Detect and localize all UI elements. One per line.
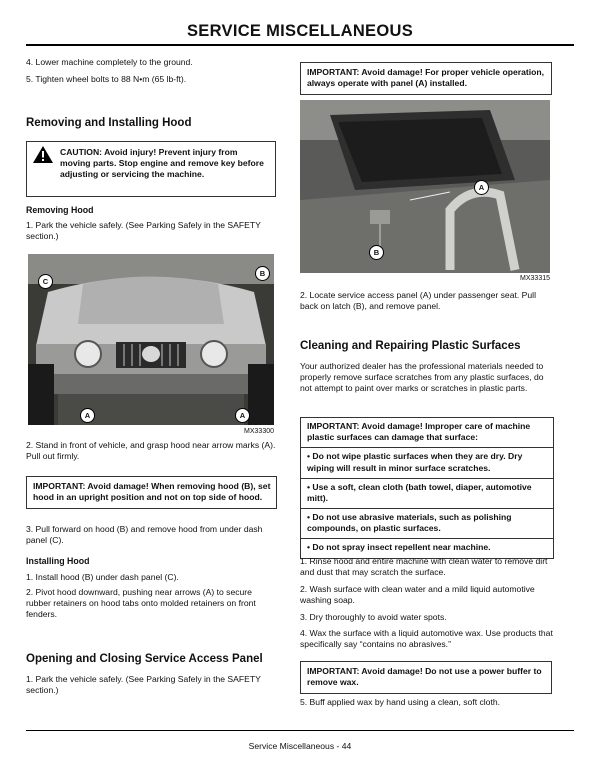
important-panel-box (300, 62, 552, 95)
important-buffer-box (300, 661, 552, 694)
callout-a-left: A (80, 408, 95, 423)
plastic-rule-soft-cloth: • Use a soft, clean cloth (bath towel, diaper, automotive mitt). (300, 478, 554, 508)
removing-step-3: 3. Pull forward on hood (B) and remove hood from under dash panel (C). (26, 524, 263, 546)
installing-hood-subheading: Installing Hood (26, 556, 90, 566)
callout-b: B (255, 266, 270, 281)
plastic-section-heading: Cleaning and Repairing Plastic Surfaces (300, 340, 521, 352)
page-title: SERVICE MISCELLANEOUS (186, 22, 414, 40)
caution-box (26, 141, 276, 197)
panel-step-2: 2. Locate service access panel (A) under passenger seat. Pull back on latch (B), and remove panel. (300, 290, 536, 312)
page-footer: Service Miscellaneous - 44 (248, 741, 352, 751)
important-buffer-text: IMPORTANT: Avoid damage! Do not use a power buffer to remove wax. (307, 666, 542, 688)
caution-text: CAUTION: Avoid injury! Prevent injury from moving parts. Stop engine and remove key before adjusting or servicing the machine. (60, 147, 264, 180)
clean-step-4: 4. Wax the surface with a liquid automotive wax. Use products that specifically say “contains no abrasives.” (300, 628, 553, 650)
hood-section-heading: Removing and Installing Hood (26, 117, 192, 129)
footer-rule (26, 730, 574, 731)
important-panel-text: IMPORTANT: Avoid damage! For proper vehicle operation, always operate with panel (A) installed. (307, 67, 544, 89)
plastic-rule-abrasives: • Do not use abrasive materials, such as polishing compounds, on plastic surfaces. (300, 508, 554, 538)
important-plastic-box (300, 417, 554, 559)
clean-step-1: 1. Rinse hood and entire machine with clean water to remove dirt and dust that may scratch the surface. (300, 556, 548, 578)
left-column (26, 57, 288, 85)
callout-c: C (38, 274, 53, 289)
warning-triangle-icon (33, 146, 53, 163)
page-header (26, 20, 574, 46)
step-tighten-bolts: 5. Tighten wheel bolts to 88 N•m (65 lb-ft). (26, 74, 187, 85)
figure-id-panel: MX33315 (520, 275, 550, 282)
step-lower-machine: 4. Lower machine completely to the ground. (26, 57, 193, 67)
important-plastic-lead: IMPORTANT: Avoid damage! Improper care of machine plastic surfaces can damage that surface: (300, 417, 554, 447)
removing-step-1: 1. Park the vehicle safely. (See Parking Safely in the SAFETY section.) (26, 220, 261, 242)
installing-step-2: 2. Pivot hood downward, pushing near arrows (A) to secure rubber retainers on hood tabs onto molded retainers on front fenders. (26, 587, 256, 620)
callout-a: A (474, 180, 489, 195)
figure-id-hood: MX33300 (244, 428, 274, 435)
clean-step-3: 3. Dry thoroughly to avoid water spots. (300, 612, 447, 622)
access-panel-illustration (300, 100, 550, 273)
hood-photo (28, 254, 274, 425)
plastic-rule-insect-repellent: • Do not spray insect repellent near machine. (300, 538, 554, 558)
clean-step-2: 2. Wash surface with clean water and a mild liquid automotive washing soap. (300, 584, 535, 606)
plastic-rule-dry-wipe: • Do not wipe plastic surfaces when they are dry. Dry wiping will result in minor surface scratches. (300, 447, 554, 477)
important-hood-box (26, 476, 277, 509)
hood-photo-illustration (28, 254, 274, 425)
important-hood-text: IMPORTANT: Avoid damage! When removing hood (B), set hood in an upright position and not on top side of hood. (33, 481, 271, 503)
installing-step-1: 1. Install hood (B) under dash panel (C). (26, 572, 179, 582)
callout-a-right: A (235, 408, 250, 423)
removing-hood-subheading: Removing Hood (26, 205, 94, 215)
clean-step-5: 5. Buff applied wax by hand using a clean, soft cloth. (300, 697, 501, 707)
access-panel-photo (300, 100, 550, 273)
panel-step-1: 1. Park the vehicle safely. (See Parking Safely in the SAFETY section.) (26, 674, 261, 696)
callout-b: B (369, 245, 384, 260)
plastic-intro: Your authorized dealer has the professional materials needed to properly remove surface scratches from any plastic surfaces, do not attempt to paint over marks or scratches in plastic parts. (300, 361, 544, 394)
removing-step-2: 2. Stand in front of vehicle, and grasp hood near arrow marks (A). Pull out firmly. (26, 440, 276, 462)
service-panel-heading: Opening and Closing Service Access Panel (26, 653, 263, 665)
